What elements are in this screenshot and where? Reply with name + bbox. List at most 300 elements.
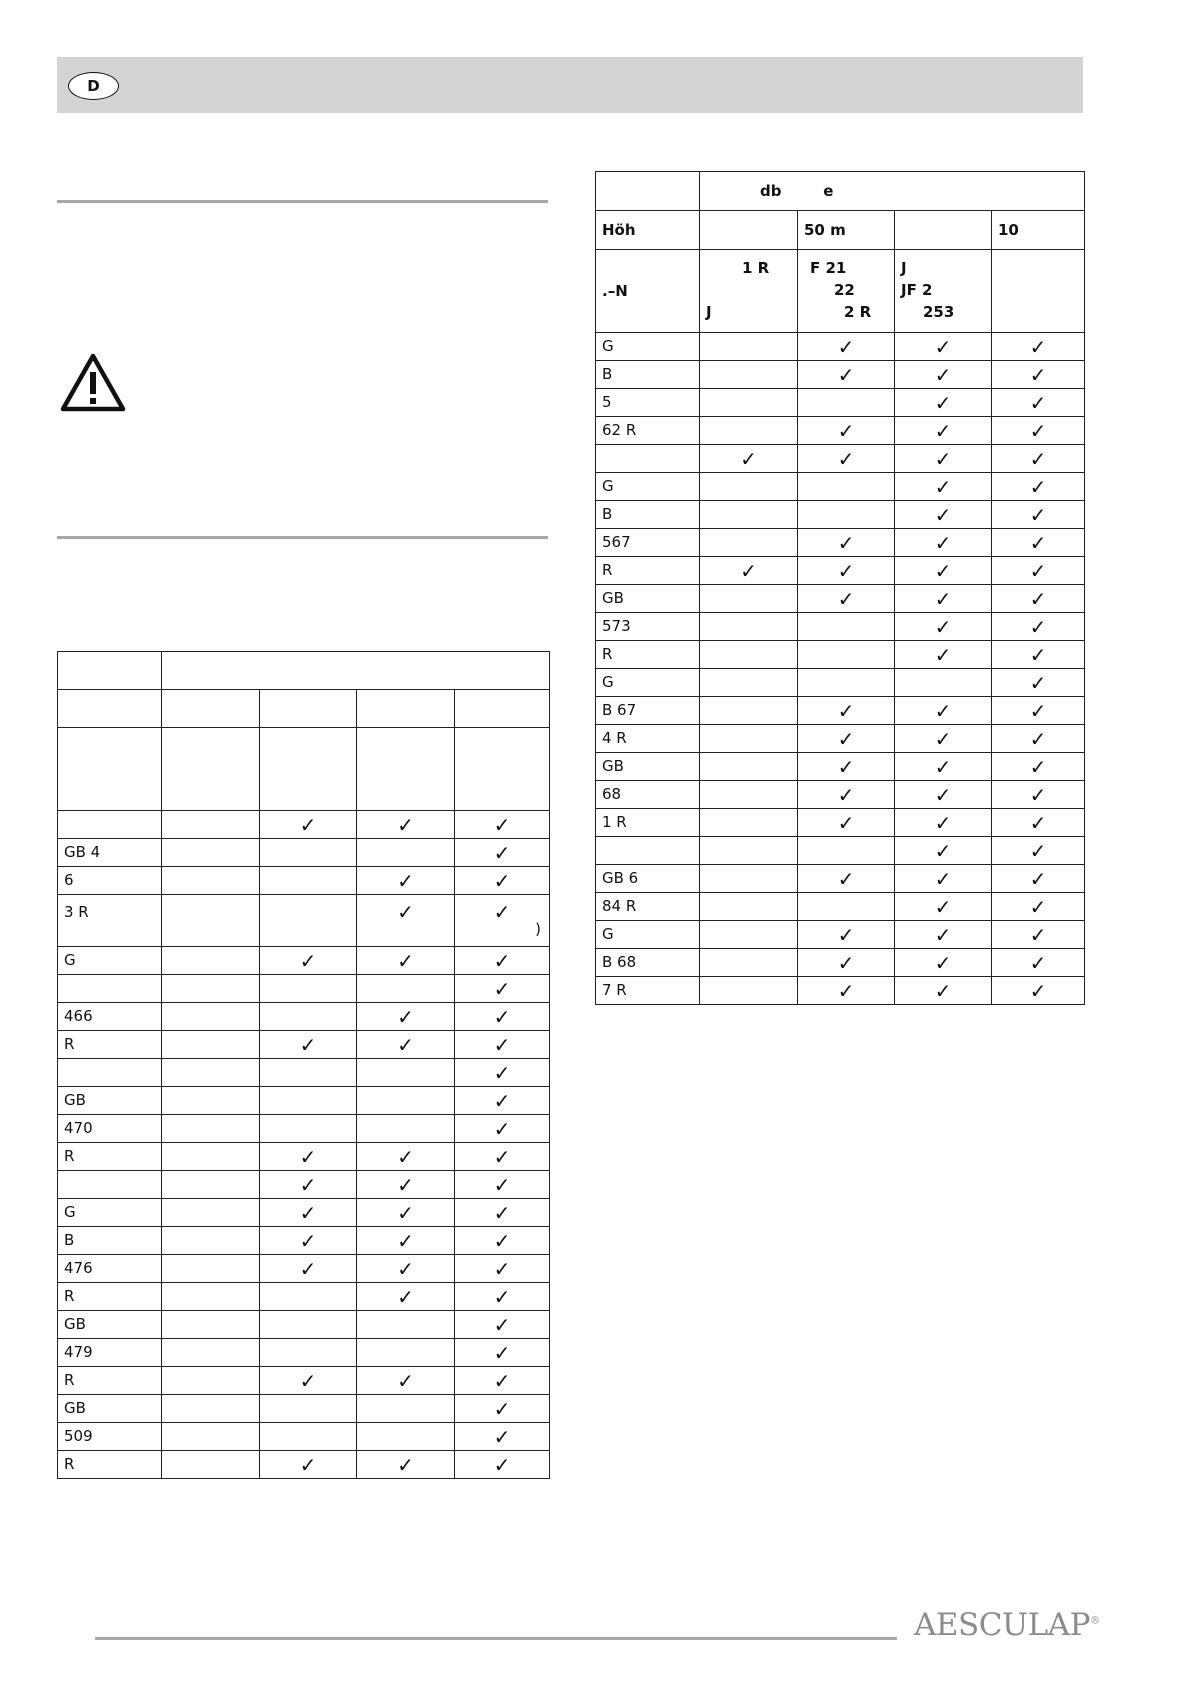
left-header-cell <box>58 690 162 728</box>
check-cell <box>700 333 798 361</box>
check-cell <box>700 837 798 865</box>
check-cell <box>895 753 992 781</box>
right-header-cell <box>895 211 992 250</box>
row-label: GB <box>596 585 700 613</box>
right-header-cell <box>700 250 798 333</box>
check-cell <box>455 839 550 867</box>
check-cell <box>260 1031 357 1059</box>
page-header-bar <box>57 57 1083 113</box>
check-cell <box>357 1311 455 1339</box>
right-header-cell <box>700 211 798 250</box>
check-cell <box>455 1451 550 1479</box>
row-label: R <box>58 1031 162 1059</box>
row-label: GB 6 <box>596 865 700 893</box>
table-row <box>596 557 1085 585</box>
checkmark: ✓ <box>1029 838 1047 863</box>
check-cell <box>357 1255 455 1283</box>
warning-icon <box>60 352 126 412</box>
section-rule-middle <box>57 536 548 539</box>
footer-rule <box>95 1637 897 1640</box>
checkmark: ✓ <box>493 1340 511 1365</box>
checkmark: ✓ <box>934 950 952 975</box>
check-cell <box>992 921 1085 949</box>
checkmark: ✓ <box>493 1088 511 1113</box>
checkmark: ✓ <box>1029 558 1047 583</box>
left-header-span-cell <box>162 652 550 690</box>
row-label: 1 R <box>596 809 700 837</box>
check-cell <box>798 837 895 865</box>
check-cell <box>798 977 895 1005</box>
left-header-row-3 <box>58 728 550 811</box>
check-cell <box>162 1367 260 1395</box>
checkmark: ✓ <box>934 922 952 947</box>
right-header-cell: 50 m <box>798 211 895 250</box>
table-row <box>596 669 1085 697</box>
checkmark: ✓ <box>493 976 511 1001</box>
check-cell <box>357 811 455 839</box>
left-header-cell <box>162 728 260 811</box>
check-cell <box>798 613 895 641</box>
row-label: 4 R <box>596 725 700 753</box>
table-row <box>596 921 1085 949</box>
check-cell <box>798 725 895 753</box>
check-cell <box>162 895 260 947</box>
right-header-text: 253 <box>923 303 955 321</box>
row-label: 470 <box>58 1115 162 1143</box>
trailing-text: ) <box>535 920 541 938</box>
table-row <box>58 839 550 867</box>
right-header-text: 2 R <box>844 303 872 321</box>
checkmark: ✓ <box>1029 446 1047 471</box>
check-cell <box>895 837 992 865</box>
check-cell <box>798 669 895 697</box>
checkmark: ✓ <box>493 1228 511 1253</box>
check-cell <box>798 501 895 529</box>
check-cell <box>798 389 895 417</box>
check-cell <box>700 669 798 697</box>
checkmark: ✓ <box>740 558 757 583</box>
check-cell <box>455 1059 550 1087</box>
checkmark: ✓ <box>299 1452 317 1477</box>
checkmark: ✓ <box>934 558 952 583</box>
table-row <box>596 977 1085 1005</box>
table-row <box>58 1451 550 1479</box>
checkmark: ✓ <box>1029 642 1047 667</box>
checkmark: ✓ <box>1029 474 1047 499</box>
checkmark: ✓ <box>1029 978 1047 1003</box>
check-cell <box>455 1423 550 1451</box>
check-cell <box>895 473 992 501</box>
check-cell <box>260 975 357 1003</box>
check-cell <box>992 725 1085 753</box>
checkmark: ✓ <box>934 474 952 499</box>
checkmark: ✓ <box>493 1452 511 1477</box>
check-cell <box>992 893 1085 921</box>
row-label: R <box>596 557 700 585</box>
check-cell <box>162 1423 260 1451</box>
row-label: B <box>58 1227 162 1255</box>
check-cell <box>798 641 895 669</box>
checkmark: ✓ <box>934 894 952 919</box>
table-row <box>58 1283 550 1311</box>
logo-text: AESCULAP <box>914 1607 1090 1643</box>
table-row <box>58 1115 550 1143</box>
checkmark: ✓ <box>837 446 855 471</box>
check-cell <box>700 613 798 641</box>
check-cell <box>162 1255 260 1283</box>
table-row <box>58 1311 550 1339</box>
check-cell <box>260 1367 357 1395</box>
checkmark: ✓ <box>299 812 317 837</box>
check-cell <box>895 333 992 361</box>
checkmark: ✓ <box>934 446 952 471</box>
checkmark: ✓ <box>1029 670 1047 695</box>
table-row <box>596 613 1085 641</box>
check-cell <box>260 1339 357 1367</box>
checkmark: ✓ <box>493 1060 511 1085</box>
check-cell <box>895 669 992 697</box>
right-header-row-1 <box>596 172 1085 211</box>
left-header-cell <box>58 728 162 811</box>
table-row <box>58 1171 550 1199</box>
check-cell <box>260 1143 357 1171</box>
checkmark: ✓ <box>934 838 952 863</box>
check-cell <box>700 473 798 501</box>
check-cell <box>455 867 550 895</box>
checkmark: ✓ <box>1029 922 1047 947</box>
right-compatibility-table <box>595 171 1085 1005</box>
check-cell <box>700 781 798 809</box>
row-label: 567 <box>596 529 700 557</box>
table-row <box>58 867 550 895</box>
table-row <box>596 333 1085 361</box>
checkmark: ✓ <box>1029 782 1047 807</box>
check-cell <box>798 809 895 837</box>
row-label: G <box>58 1199 162 1227</box>
check-cell <box>357 1143 455 1171</box>
check-cell <box>992 389 1085 417</box>
checkmark: ✓ <box>934 642 952 667</box>
table-row <box>58 1003 550 1031</box>
check-cell <box>260 1311 357 1339</box>
row-label: 62 R <box>596 417 700 445</box>
checkmark: ✓ <box>934 390 952 415</box>
checkmark: ✓ <box>493 1312 511 1337</box>
checkmark: ✓ <box>493 812 511 837</box>
row-label <box>58 811 162 839</box>
table-row <box>596 417 1085 445</box>
checkmark: ✓ <box>1029 698 1047 723</box>
checkmark: ✓ <box>493 1004 511 1029</box>
check-cell <box>992 613 1085 641</box>
check-cell <box>992 585 1085 613</box>
check-cell <box>455 1339 550 1367</box>
check-cell <box>162 811 260 839</box>
check-cell <box>260 947 357 975</box>
check-cell <box>798 949 895 977</box>
check-cell <box>895 949 992 977</box>
check-cell <box>895 977 992 1005</box>
check-cell <box>700 753 798 781</box>
table-row <box>596 725 1085 753</box>
check-cell <box>357 1367 455 1395</box>
left-header-cell <box>357 728 455 811</box>
check-cell <box>357 1227 455 1255</box>
table-row <box>58 1227 550 1255</box>
left-header-row-2 <box>58 690 550 728</box>
check-cell <box>992 837 1085 865</box>
check-cell <box>162 1171 260 1199</box>
right-header-cell: 10 <box>992 211 1085 250</box>
checkmark: ✓ <box>397 1368 414 1393</box>
check-cell <box>260 1115 357 1143</box>
row-label: B 68 <box>596 949 700 977</box>
check-cell <box>260 1059 357 1087</box>
check-cell <box>992 361 1085 389</box>
checkmark: ✓ <box>1029 754 1047 779</box>
check-cell <box>798 585 895 613</box>
checkmark: ✓ <box>934 334 952 359</box>
check-cell <box>455 947 550 975</box>
check-cell <box>700 949 798 977</box>
checkmark: ✓ <box>493 868 511 893</box>
checkmark: ✓ <box>1029 362 1047 387</box>
row-label: GB <box>58 1087 162 1115</box>
check-cell <box>700 361 798 389</box>
check-cell <box>895 613 992 641</box>
row-label: B <box>596 361 700 389</box>
check-cell <box>992 865 1085 893</box>
checkmark: ✓ <box>934 362 952 387</box>
right-header-row-2 <box>596 211 1085 250</box>
checkmark: ✓ <box>837 334 855 359</box>
table-row <box>596 837 1085 865</box>
language-badge: D <box>68 72 119 100</box>
row-label <box>58 1059 162 1087</box>
checkmark: ✓ <box>1029 334 1047 359</box>
check-cell <box>357 895 455 947</box>
table-row <box>58 975 550 1003</box>
check-cell <box>455 975 550 1003</box>
check-cell <box>798 529 895 557</box>
check-cell <box>798 921 895 949</box>
check-cell <box>895 585 992 613</box>
row-label: R <box>58 1451 162 1479</box>
row-label: 84 R <box>596 893 700 921</box>
checkmark: ✓ <box>934 978 952 1003</box>
checkmark: ✓ <box>397 1256 414 1281</box>
table-row <box>596 781 1085 809</box>
checkmark: ✓ <box>934 418 952 443</box>
checkmark: ✓ <box>1029 726 1047 751</box>
check-cell <box>260 895 357 947</box>
table-row <box>58 1395 550 1423</box>
right-header-title: db e <box>700 172 1085 211</box>
row-label: G <box>596 473 700 501</box>
check-cell <box>992 557 1085 585</box>
check-cell <box>895 417 992 445</box>
table-row <box>58 1423 550 1451</box>
check-cell <box>162 1339 260 1367</box>
checkmark: ✓ <box>397 948 414 973</box>
checkmark: ✓ <box>397 868 414 893</box>
check-cell <box>895 809 992 837</box>
check-cell <box>700 501 798 529</box>
row-label: GB <box>58 1395 162 1423</box>
check-cell <box>162 1087 260 1115</box>
check-cell <box>260 1003 357 1031</box>
row-label: R <box>596 641 700 669</box>
check-cell <box>455 1115 550 1143</box>
right-header-cell <box>992 250 1085 333</box>
right-header-text: 22 <box>834 281 855 299</box>
table-row <box>596 753 1085 781</box>
right-header-label: .–N <box>596 250 700 333</box>
row-label: GB 4 <box>58 839 162 867</box>
checkmark: ✓ <box>397 1452 414 1477</box>
logo-registered-mark: ® <box>1089 1615 1100 1627</box>
checkmark: ✓ <box>397 1200 414 1225</box>
check-cell <box>260 811 357 839</box>
checkmark: ✓ <box>397 1228 414 1253</box>
check-cell <box>260 1423 357 1451</box>
check-cell <box>700 697 798 725</box>
checkmark: ✓ <box>837 922 855 947</box>
row-label: R <box>58 1367 162 1395</box>
check-cell <box>895 501 992 529</box>
check-cell <box>895 865 992 893</box>
right-header-cell <box>596 172 700 211</box>
check-cell <box>260 1283 357 1311</box>
checkmark: ✓ <box>837 530 855 555</box>
check-cell <box>992 753 1085 781</box>
check-cell <box>700 921 798 949</box>
check-cell <box>895 893 992 921</box>
check-cell <box>357 1395 455 1423</box>
row-label: R <box>58 1283 162 1311</box>
right-header-cell <box>798 250 895 333</box>
checkmark: ✓ <box>299 1228 317 1253</box>
check-cell <box>895 697 992 725</box>
right-header-label: Höh <box>596 211 700 250</box>
check-cell <box>162 975 260 1003</box>
row-label: G <box>596 921 700 949</box>
row-label: R <box>58 1143 162 1171</box>
check-cell <box>895 529 992 557</box>
check-cell <box>357 1003 455 1031</box>
table-row <box>596 865 1085 893</box>
table-row <box>58 811 550 839</box>
checkmark: ✓ <box>493 1144 511 1169</box>
check-cell <box>455 1143 550 1171</box>
checkmark: ✓ <box>299 1144 317 1169</box>
check-cell <box>895 921 992 949</box>
checkmark: ✓ <box>934 586 952 611</box>
row-label <box>596 837 700 865</box>
row-label: 509 <box>58 1423 162 1451</box>
right-header-text: J <box>901 259 907 277</box>
checkmark: ✓ <box>493 1284 511 1309</box>
row-label: G <box>58 947 162 975</box>
check-cell <box>992 697 1085 725</box>
left-header-cell <box>260 728 357 811</box>
checkmark: ✓ <box>299 1368 317 1393</box>
table-row <box>58 1059 550 1087</box>
table-row <box>596 949 1085 977</box>
check-cell <box>700 725 798 753</box>
row-label: 3 R <box>58 895 162 947</box>
checkmark: ✓ <box>934 614 952 639</box>
check-cell <box>895 445 992 473</box>
row-label: 573 <box>596 613 700 641</box>
checkmark: ✓ <box>934 698 952 723</box>
check-cell <box>260 1087 357 1115</box>
checkmark: ✓ <box>299 1200 317 1225</box>
check-cell <box>992 473 1085 501</box>
check-cell <box>455 1031 550 1059</box>
row-label: 476 <box>58 1255 162 1283</box>
check-cell <box>895 725 992 753</box>
table-row <box>596 445 1085 473</box>
check-cell <box>357 1199 455 1227</box>
checkmark: ✓ <box>837 418 855 443</box>
check-cell <box>357 947 455 975</box>
check-cell <box>700 865 798 893</box>
check-cell <box>162 947 260 975</box>
row-label: 68 <box>596 781 700 809</box>
checkmark: ✓ <box>1029 390 1047 415</box>
row-label: G <box>596 333 700 361</box>
check-cell <box>798 333 895 361</box>
check-cell <box>260 1451 357 1479</box>
checkmark: ✓ <box>934 726 952 751</box>
check-cell <box>162 1311 260 1339</box>
checkmark: ✓ <box>493 1200 511 1225</box>
checkmark: ✓ <box>837 950 855 975</box>
table-row <box>596 361 1085 389</box>
checkmark: ✓ <box>837 558 855 583</box>
checkmark: ✓ <box>397 1004 414 1029</box>
checkmark: ✓ <box>837 782 855 807</box>
checkmark: ✓ <box>493 1032 511 1057</box>
checkmark: ✓ <box>837 978 855 1003</box>
row-label: 7 R <box>596 977 700 1005</box>
check-cell <box>700 809 798 837</box>
check-cell <box>455 1395 550 1423</box>
checkmark: ✓ <box>934 754 952 779</box>
checkmark: ✓ <box>493 1116 511 1141</box>
checkmark: ✓ <box>1029 586 1047 611</box>
check-cell <box>260 1171 357 1199</box>
checkmark: ✓ <box>397 1172 414 1197</box>
check-cell <box>260 1227 357 1255</box>
check-cell <box>992 445 1085 473</box>
check-cell <box>162 1115 260 1143</box>
checkmark: ✓ <box>1029 614 1047 639</box>
check-cell <box>700 641 798 669</box>
row-label: B 67 <box>596 697 700 725</box>
check-cell <box>700 529 798 557</box>
row-label: 479 <box>58 1339 162 1367</box>
checkmark: ✓ <box>934 530 952 555</box>
check-cell <box>455 1003 550 1031</box>
checkmark: ✓ <box>493 840 511 865</box>
check-cell <box>895 641 992 669</box>
check-cell <box>162 1283 260 1311</box>
aesculap-logo <box>914 1607 1099 1643</box>
right-header-text: J <box>706 303 712 321</box>
check-cell <box>700 977 798 1005</box>
